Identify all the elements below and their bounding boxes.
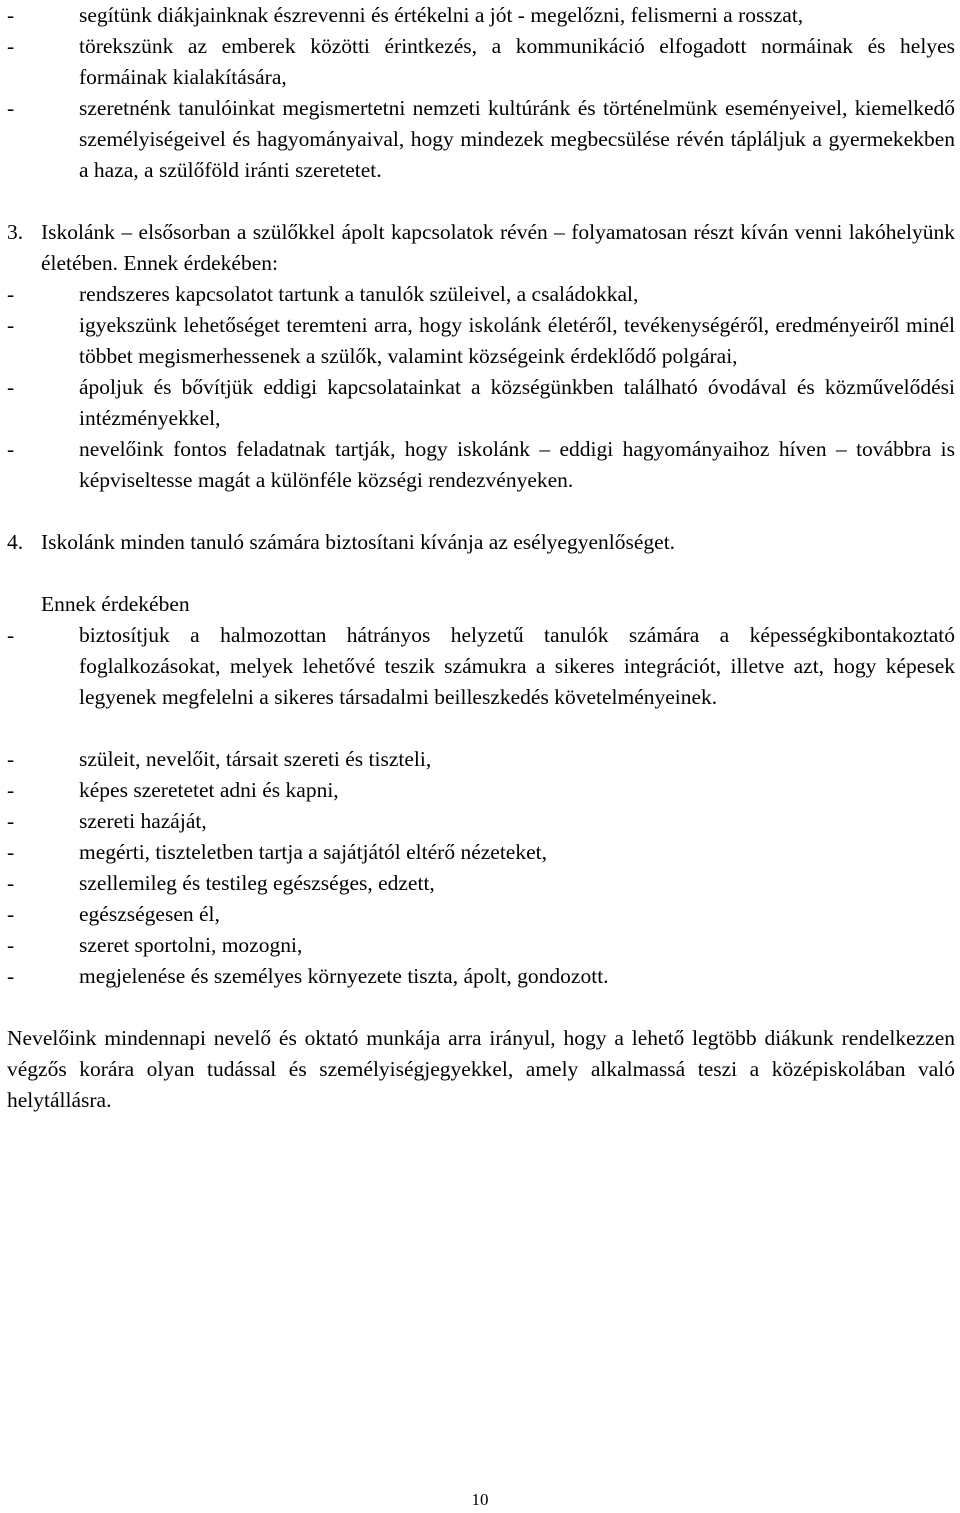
section4 xyxy=(7,527,955,713)
closing-paragraph: Nevelőink mindennapi nevelő és oktató munkája arra irányul, hogy a lehető legtöbb diákunk rendelkezzen végzős korára olyan tudással és személyiségjegyekkel, amely alkalmassá teszi a középiskolában való helytállásra. xyxy=(7,1026,955,1112)
list-item-text: egészségesen él, xyxy=(79,902,220,926)
list-dash: - xyxy=(7,3,15,27)
list-dash: - xyxy=(7,34,15,58)
list-item xyxy=(7,0,955,31)
list-item-text: igyekszünk lehetőséget teremteni arra, hogy iskolánk életéről, tevékenységéről, eredményeiről minél többet megismerhessenek a szülők, valamint községeink érdeklődő polgárai, xyxy=(79,313,955,368)
list-item-text: szellemileg és testileg egészséges, edzett, xyxy=(79,871,435,895)
list-item-text: szüleit, nevelőit, társait szereti és tiszteli, xyxy=(79,747,432,771)
list-dash: - xyxy=(7,747,15,771)
section3-heading xyxy=(7,217,955,279)
list-dash: - xyxy=(7,375,15,399)
section4-ennek: Ennek érdekében xyxy=(41,592,190,616)
list-item xyxy=(7,930,955,961)
section4-heading xyxy=(7,527,955,558)
list-item-text: megjelenése és személyes környezete tiszta, ápolt, gondozott. xyxy=(79,964,609,988)
list-item-text: ápoljuk és bővítjük eddigi kapcsolatainkat a községünkben található óvodával és közművelődési intézményekkel, xyxy=(79,375,955,430)
list-item-text: biztosítjuk a halmozottan hátrányos helyzetű tanulók számára a képességkibontakoztató foglalkozásokat, melyek lehetővé teszik számukra a sikeres integrációt, illetve azt, hogy képesek legyenek megfelelni a sikeres társadalmi beilleszkedés követelményeinek. xyxy=(79,623,955,709)
document-page xyxy=(7,0,955,1116)
list-item xyxy=(7,434,955,496)
section-number: 4. xyxy=(7,530,24,554)
list-item-text: képes szeretetet adni és kapni, xyxy=(79,778,339,802)
list-item xyxy=(7,744,955,775)
list-dash: - xyxy=(7,871,15,895)
page-number: 10 xyxy=(471,1490,489,1509)
list-item xyxy=(7,899,955,930)
list-item-text: törekszünk az emberek közötti érintkezés, a kommunikáció elfogadott normáinak és helyes formáinak kialakítására, xyxy=(79,34,955,89)
list-dash: - xyxy=(7,840,15,864)
list-item xyxy=(7,775,955,806)
list-item xyxy=(7,372,955,434)
list-dash: - xyxy=(7,623,15,647)
list-dash: - xyxy=(7,902,15,926)
list-dash: - xyxy=(7,437,15,461)
list-item-text: szereti hazáját, xyxy=(79,809,207,833)
section3-intro: Iskolánk – elsősorban a szülőkkel ápolt kapcsolatok révén – folyamatosan részt kíván venni lakóhelyünk életében. Ennek érdekében: xyxy=(41,220,955,275)
list-item xyxy=(7,310,955,372)
list-dash: - xyxy=(7,282,15,306)
list-item-text: szeretnénk tanulóinkat megismertetni nemzeti kultúránk és történelmünk eseményeivel, kiemelkedő személyiségeivel és hagyományaival, hogy mindezek megbecsülése révén tápláljuk a gyermekekben a haza, a szülőföld iránti szeretetet. xyxy=(79,96,955,182)
list-item-text: rendszeres kapcsolatot tartunk a tanulók szüleivel, a családokkal, xyxy=(79,282,639,306)
list-item xyxy=(7,806,955,837)
list-item xyxy=(7,837,955,868)
list-item xyxy=(7,31,955,93)
list-dash: - xyxy=(7,778,15,802)
section2-list xyxy=(7,0,955,186)
list-item-text: nevelőink fontos feladatnak tartják, hogy iskolánk – eddigi hagyományaihoz híven – továbbra is képviseltesse magát a különféle községi rendezvényeken. xyxy=(79,437,955,492)
list-item xyxy=(7,93,955,186)
list-dash: - xyxy=(7,809,15,833)
list-item-text: megérti, tiszteletben tartja a sajátjától eltérő nézeteket, xyxy=(79,840,547,864)
section4-text: Iskolánk minden tanuló számára biztosítani kívánja az esélyegyenlőséget. xyxy=(41,530,676,554)
list-item xyxy=(7,620,955,713)
list-item xyxy=(7,279,955,310)
list-item-text: szeret sportolni, mozogni, xyxy=(79,933,303,957)
section3 xyxy=(7,217,955,496)
list-item xyxy=(7,961,955,992)
list-dash: - xyxy=(7,964,15,988)
list-dash: - xyxy=(7,933,15,957)
traits-list xyxy=(7,744,955,992)
section-number: 3. xyxy=(7,220,24,244)
list-item-text: segítünk diákjainknak észrevenni és értékelni a jót - megelőzni, felismerni a rosszat, xyxy=(79,3,804,27)
list-item xyxy=(7,868,955,899)
list-dash: - xyxy=(7,96,15,120)
list-dash: - xyxy=(7,313,15,337)
